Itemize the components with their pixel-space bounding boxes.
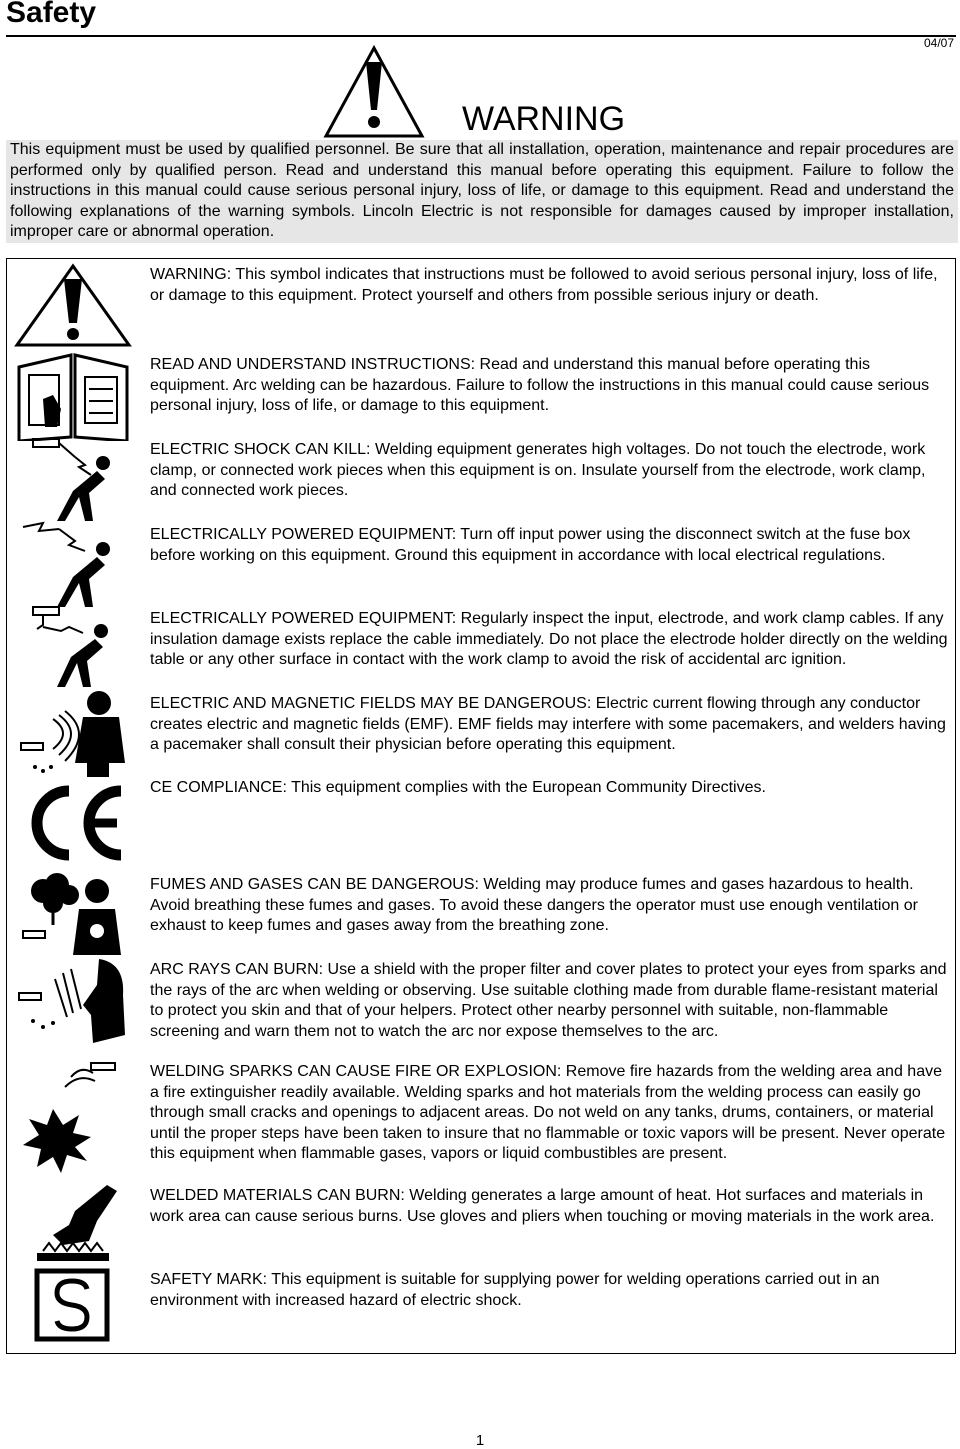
revision-date: 04/07 <box>923 36 954 50</box>
arc-rays-icon <box>13 955 133 1045</box>
symbol-entry-sparks: WELDING SPARKS CAN CAUSE FIRE OR EXPLOSION: Remove fire hazards from the welding area and have a fire extinguisher readily available. Welding sparks and hot materials from the welding process can easily go through small cracks and openings to adjacent areas. Do not weld on any tanks, drums, containers, or material until the proper steps have been taken to insure that no flammable or toxic vapors will be present. Never operate this equipment when flammable gases, vapors or liquid combustibles are present. <box>150 1063 946 1162</box>
symbol-entry-powered-equipment-1: ELECTRICALLY POWERED EQUIPMENT: Turn off input power using the disconnect switch at the fuse box before working on this equipment. Ground this equipment in accordance with local electrical regulations. <box>150 526 911 564</box>
symbol-entry-emf: ELECTRIC AND MAGNETIC FIELDS MAY BE DANGEROUS: Electric current flowing through any conductor creates electric and magnetic fields (EMF). EMF fields may interfere with some pacemakers, and welders having a pacemaker shall consult their physician before operating this equipment. <box>150 695 946 753</box>
electric-shock-icon <box>13 435 133 523</box>
symbol-entry-ce-compliance: CE COMPLIANCE: This equipment complies with the European Community Directives. <box>150 779 766 796</box>
warning-triangle-icon <box>322 44 426 140</box>
symbol-entry-fumes: FUMES AND GASES CAN BE DANGEROUS: Welding may produce fumes and gases hazardous to health. Avoid breathing these fumes and gases. To avoid these dangers the operator must use enough ventilation or exhaust to keep fumes and gases away from the breathing zone. <box>150 876 918 934</box>
hot-hand-icon <box>13 1181 133 1265</box>
symbol-entry-electric-shock: ELECTRIC SHOCK CAN KILL: Welding equipment generates high voltages. Do not touch the electrode, work clamp, or connected work pieces when this equipment is on. Insulate yourself from the electrode, work clamp, and connected work pieces. <box>150 441 926 499</box>
warning-heading: WARNING <box>462 100 626 138</box>
symbol-entry-hot-materials: WELDED MATERIALS CAN BURN: Welding generates a large amount of heat. Hot surfaces and materials in work area can cause serious burns. Use gloves and pliers when touching or moving materials in the work area. <box>150 1187 935 1225</box>
fumes-icon <box>13 869 133 957</box>
page-number: 1 <box>475 1432 485 1449</box>
symbol-table <box>6 258 956 1354</box>
page-title: Safety <box>6 0 97 29</box>
symbol-entry-read-instructions: READ AND UNDERSTAND INSTRUCTIONS: Read and understand this manual before operating this equipment. Arc welding can be hazardous. Failure to follow the instructions in this manual could cause serious personal injury, loss of life, or damage to this equipment. <box>150 356 930 414</box>
intro-paragraph: This equipment must be used by qualified personnel. Be sure that all installation, operation, maintenance and repair procedures are performed only by qualified person. Read and understand this manual before operating this equipment. Failure to follow the instructions in this manual could cause serious personal injury, loss of life, or damage to this equipment. Read and understand the following explanations of the warning symbols. Lincoln Electric is not responsible for damages caused by improper installation, improper care or abnormal operation. <box>6 140 958 243</box>
symbol-entry-arc-rays: ARC RAYS CAN BURN: Use a shield with the proper filter and cover plates to protect your eyes from sparks and the rays of the arc when welding or observing. Use suitable clothing made from durable flame-resistant material to protect you skin and that of your helpers. Protect other nearby personnel with suitable, non-flammable screening and warn them not to watch the arc nor expose themselves to the arc. <box>150 961 947 1040</box>
manual-book-icon <box>13 349 133 441</box>
symbol-entry-safety-mark: SAFETY MARK: This equipment is suitable for supplying power for welding operations carried out in an environment with increased hazard of electric shock. <box>150 1271 880 1309</box>
warning-triangle-icon <box>13 263 133 349</box>
electric-shock-icon <box>13 521 133 609</box>
symbol-entry-warning: WARNING: This symbol indicates that instructions must be followed to avoid serious personal injury, loss of life, or damage to this equipment. Protect yourself and others from possible serious injury or death. <box>150 266 938 304</box>
symbol-entry-powered-equipment-2: ELECTRICALLY POWERED EQUIPMENT: Regularly inspect the input, electrode, and work clamp cables. If any insulation damage exists replace the cable immediately. Do not place the electrode holder directly on the welding table or any other surface in contact with the work clamp to avoid the risk of accidental arc ignition. <box>150 610 948 668</box>
ce-mark-icon <box>13 779 133 865</box>
emf-icon <box>13 689 133 779</box>
sparks-explosion-icon <box>13 1057 133 1181</box>
title-rule <box>6 35 956 37</box>
safety-mark-s-icon <box>13 1265 133 1345</box>
electric-shock-icon <box>13 605 133 689</box>
